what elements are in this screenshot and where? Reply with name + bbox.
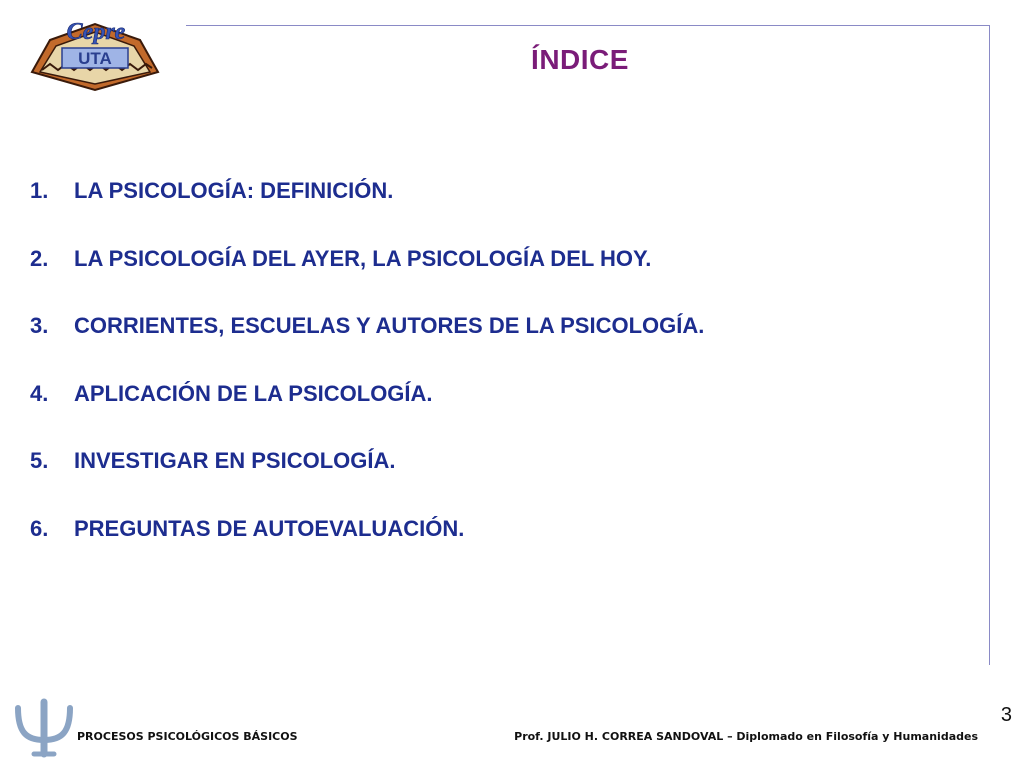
toc-item-number: 2. (30, 245, 49, 271)
toc-item-number: 5. (30, 448, 49, 473)
page-number: 3 (1000, 704, 1012, 726)
toc-item-2 (30, 246, 704, 314)
logo-top-text: Cepre (66, 19, 126, 45)
logo-bottom-text: UTA (78, 49, 112, 68)
toc-item-label: INVESTIGAR EN PSICOLOGÍA. (74, 448, 396, 473)
toc-item-1 (30, 178, 704, 246)
cepre-uta-logo (28, 10, 162, 94)
right-rule (989, 25, 990, 665)
toc-item-number: 6. (30, 515, 49, 541)
toc-item-5 (30, 448, 704, 516)
toc-item-4 (30, 381, 704, 449)
toc-item-label: PREGUNTAS DE AUTOEVALUACIÓN. (74, 515, 465, 541)
toc-item-number: 4. (30, 380, 49, 406)
top-rule (186, 25, 990, 26)
toc-item-label: APLICACIÓN DE LA PSICOLOGÍA. (74, 380, 433, 406)
toc-item-6 (30, 516, 704, 584)
toc-item-number: 1. (30, 178, 49, 203)
psi-symbol-icon (12, 698, 76, 758)
toc-item-label: LA PSICOLOGÍA: DEFINICIÓN. (74, 178, 394, 203)
footer-author: Prof. JULIO H. CORREA SANDOVAL – Diplomado en Filosofía y Humanidades (514, 730, 978, 743)
toc-item-label: CORRIENTES, ESCUELAS Y AUTORES DE LA PSICOLOGÍA. (74, 313, 705, 338)
toc-item-number: 3. (30, 313, 49, 338)
toc-item-3 (30, 313, 704, 381)
toc-item-label: LA PSICOLOGÍA DEL AYER, LA PSICOLOGÍA DEL HOY. (74, 245, 652, 271)
table-of-contents (30, 178, 704, 583)
slide-title: ÍNDICE (531, 44, 629, 75)
footer-course-title: PROCESOS PSICOLÓGICOS BÁSICOS (77, 730, 298, 743)
